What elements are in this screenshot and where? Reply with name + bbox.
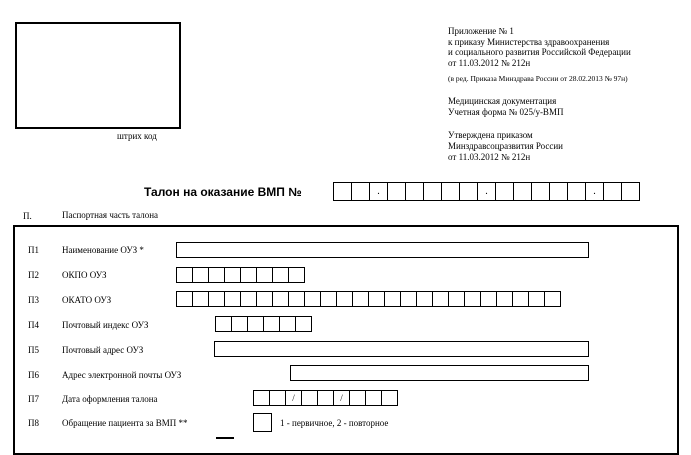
row-label-postal-address: Почтовый адрес ОУЗ <box>62 345 144 355</box>
okpo-cell[interactable] <box>256 267 273 283</box>
date-day-cell[interactable] <box>253 390 270 406</box>
okato-cell[interactable] <box>352 291 369 307</box>
row-label-okpo: ОКПО ОУЗ <box>62 270 107 280</box>
date-day-cell[interactable] <box>269 390 286 406</box>
postal-index-cell[interactable] <box>279 316 296 332</box>
appendix-amendment: (в ред. Приказа Минздрава России от 28.02.2013 № 97н) <box>448 74 628 83</box>
okato-cell[interactable] <box>320 291 337 307</box>
ticket-number-cell[interactable] <box>405 182 424 201</box>
okato-cell[interactable] <box>448 291 465 307</box>
ticket-number-cell[interactable] <box>423 182 442 201</box>
ticket-number-cell[interactable] <box>387 182 406 201</box>
patient-appeal-note: 1 - первичное, 2 - повторное <box>280 418 389 428</box>
row-label-institution-name: Наименование ОУЗ * <box>62 245 144 255</box>
okato-cell[interactable] <box>240 291 257 307</box>
row-code-p7: П7 <box>28 394 39 404</box>
okato-cell[interactable] <box>384 291 401 307</box>
okato-cell[interactable] <box>208 291 225 307</box>
okato-cell[interactable] <box>256 291 273 307</box>
okato-cell[interactable] <box>432 291 449 307</box>
appendix-line-1: Приложение № 1 <box>448 26 514 36</box>
okato-cell[interactable] <box>544 291 561 307</box>
okato-cell[interactable] <box>480 291 497 307</box>
row-code-p8: П8 <box>28 418 39 428</box>
barcode-box <box>15 22 181 129</box>
ticket-number-separator: . <box>585 182 604 201</box>
date-year-cell[interactable] <box>381 390 398 406</box>
okato-cell[interactable] <box>336 291 353 307</box>
postal-index-cell[interactable] <box>263 316 280 332</box>
part-code: П. <box>23 211 32 221</box>
okato-cell[interactable] <box>192 291 209 307</box>
okato-cells <box>176 291 561 307</box>
row-code-p1: П1 <box>28 245 39 255</box>
date-year-cell[interactable] <box>349 390 366 406</box>
okpo-cell[interactable] <box>272 267 289 283</box>
row-label-email: Адрес электронной почты ОУЗ <box>62 370 182 380</box>
row-code-p4: П4 <box>28 320 39 330</box>
row-code-p2: П2 <box>28 270 39 280</box>
okpo-cell[interactable] <box>224 267 241 283</box>
doc-type-line-1: Медицинская документация <box>448 96 557 106</box>
row-code-p5: П5 <box>28 345 39 355</box>
email-field[interactable] <box>290 365 589 381</box>
ticket-number-separator: . <box>477 182 496 201</box>
ticket-number-cell[interactable] <box>333 182 352 201</box>
okato-cell[interactable] <box>528 291 545 307</box>
approval-line-1: Утверждена приказом <box>448 130 533 140</box>
ticket-title: Талон на оказание ВМП № <box>144 185 302 199</box>
postal-index-cell[interactable] <box>231 316 248 332</box>
postal-index-cell[interactable] <box>215 316 232 332</box>
postal-index-cell[interactable] <box>247 316 264 332</box>
okato-cell[interactable] <box>464 291 481 307</box>
okpo-cell[interactable] <box>288 267 305 283</box>
issue-date-cells <box>253 390 398 406</box>
postal-address-field[interactable] <box>214 341 589 357</box>
ticket-number-cell[interactable] <box>495 182 514 201</box>
row-label-postal-index: Почтовый индекс ОУЗ <box>62 320 149 330</box>
okato-cell[interactable] <box>304 291 321 307</box>
row-label-patient-appeal: Обращение пациента за ВМП ** <box>62 418 188 428</box>
okato-cell[interactable] <box>272 291 289 307</box>
date-year-cell[interactable] <box>365 390 382 406</box>
patient-appeal-cell[interactable] <box>253 413 272 432</box>
approval-line-3: от 11.03.2012 № 212н <box>448 152 531 162</box>
row-label-issue-date: Дата оформления талона <box>62 394 158 404</box>
row-label-okato: ОКАТО ОУЗ <box>62 295 112 305</box>
ticket-number-separator: . <box>369 182 388 201</box>
ticket-number-cell[interactable] <box>513 182 532 201</box>
okato-cell[interactable] <box>288 291 305 307</box>
okato-cell[interactable] <box>416 291 433 307</box>
okpo-cell[interactable] <box>208 267 225 283</box>
ticket-number-cell[interactable] <box>567 182 586 201</box>
appendix-line-4: от 11.03.2012 № 212н <box>448 58 531 68</box>
okpo-cell[interactable] <box>176 267 193 283</box>
date-separator: / <box>285 390 302 406</box>
row-code-p6: П6 <box>28 370 39 380</box>
okato-cell[interactable] <box>400 291 417 307</box>
ticket-number-cell[interactable] <box>549 182 568 201</box>
date-month-cell[interactable] <box>317 390 334 406</box>
ticket-number-cell[interactable] <box>459 182 478 201</box>
institution-name-field[interactable] <box>176 242 589 258</box>
approval-line-2: Минздравсоцразвития России <box>448 141 563 151</box>
okato-cell[interactable] <box>512 291 529 307</box>
appendix-line-3: и социального развития Российской Федерации <box>448 47 631 57</box>
barcode-label: штрих код <box>117 131 157 141</box>
appendix-line-2: к приказу Министерства здравоохранения <box>448 37 610 47</box>
okato-cell[interactable] <box>176 291 193 307</box>
ticket-number-cell[interactable] <box>621 182 640 201</box>
okpo-cell[interactable] <box>240 267 257 283</box>
row-code-p3: П3 <box>28 295 39 305</box>
ticket-number-cells <box>333 182 640 201</box>
date-month-cell[interactable] <box>301 390 318 406</box>
okato-cell[interactable] <box>496 291 513 307</box>
doc-type-line-2: Учетная форма № 025/у-ВМП <box>448 107 564 117</box>
okpo-cell[interactable] <box>192 267 209 283</box>
ticket-number-cell[interactable] <box>603 182 622 201</box>
ticket-number-cell[interactable] <box>441 182 460 201</box>
postal-index-cell[interactable] <box>295 316 312 332</box>
okato-cell[interactable] <box>224 291 241 307</box>
ticket-number-cell[interactable] <box>531 182 550 201</box>
ticket-number-cell[interactable] <box>351 182 370 201</box>
patient-appeal-box <box>253 413 272 432</box>
date-separator: / <box>333 390 350 406</box>
postal-index-cells <box>215 316 312 332</box>
okato-cell[interactable] <box>368 291 385 307</box>
part-title: Паспортная часть талона <box>62 210 159 220</box>
okpo-cells <box>176 267 305 283</box>
